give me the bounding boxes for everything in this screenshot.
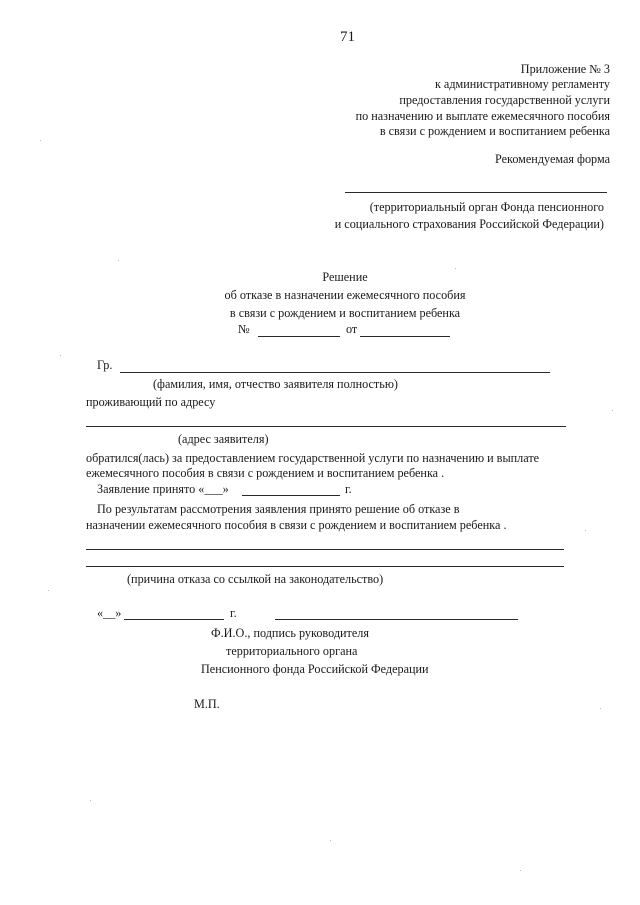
applied-text-line-2: ежемесячного пособия в связи с рождением и воспитанием ребенка . [86,466,445,480]
appendix-line-1: к административному регламенту [434,77,610,91]
accepted-line [97,482,229,497]
scan-speck [60,355,61,356]
address-field [86,426,566,427]
scan-speck [600,708,601,709]
applied-text-line-1: обратился(лась) за предоставлением государственной услуги по назначению и выплате [86,451,540,465]
appendix-line-3: по назначению и выплате ежемесячного пособия [355,109,610,123]
signature-date-open-quote: « [97,606,104,620]
scan-speck [40,140,41,141]
scan-speck [455,268,456,269]
result-line-1: По результатам рассмотрения заявления принято решение об отказе в [97,502,460,516]
reason-caption: (причина отказа со ссылкой на законодательство) [127,572,384,586]
accepted-month-field [242,495,340,496]
scan-speck [520,870,521,871]
accepted-day-blank: ___ [204,482,223,496]
accepted-suffix: г. [345,482,352,496]
signature-caption-2: территориального органа [226,644,358,658]
accepted-prefix: Заявление принято « [97,482,205,496]
scan-speck [48,590,49,591]
applicant-name-field [120,372,550,373]
authority-caption-1: (территориальный орган Фонда пенсионного [369,200,604,214]
appendix-title: Приложение № 3 [520,62,610,76]
applicant-prefix: Гр. [97,358,113,372]
address-caption: (адрес заявителя) [178,432,269,446]
scan-speck [90,800,91,801]
authority-underline [345,192,607,193]
stamp-label: М.П. [194,697,220,711]
signature-month-field [124,619,224,620]
accepted-close-quote: » [222,482,229,496]
decision-number-field [258,336,340,337]
signature-date [97,606,121,621]
decision-number-from: от [346,322,358,336]
decision-line-2: в связи с рождением и воспитанием ребенка [229,306,461,320]
scan-speck [118,260,119,261]
decision-number-prefix: № [238,322,250,336]
page-number: 71 [340,29,355,45]
reason-field-1 [86,549,564,550]
reason-field-2 [86,566,564,567]
signature-date-close-quote: » [115,606,122,620]
scan-speck [330,840,331,841]
scan-speck [585,530,586,531]
signature-caption-3: Пенсионного фонда Российской Федерации [201,662,429,676]
signature-field [275,619,518,620]
appendix-line-4: в связи с рождением и воспитанием ребенка [379,124,610,138]
signature-date-suffix: г. [230,606,237,620]
authority-caption-2: и социального страхования Российской Федерации) [334,217,604,231]
decision-line-1: об отказе в назначении ежемесячного пособия [224,288,466,302]
decision-date-field [360,336,450,337]
applicant-name-caption: (фамилия, имя, отчество заявителя полностью) [153,377,398,391]
decision-title: Решение [322,270,368,284]
appendix-line-2: предоставления государственной услуги [399,93,610,107]
result-line-2: назначении ежемесячного пособия в связи с рождением и воспитанием ребенка . [86,518,507,532]
recommended-form-label: Рекомендуемая форма [494,152,610,166]
signature-day-blank: __ [103,606,116,620]
signature-caption-1: Ф.И.О., подпись руководителя [211,626,369,640]
address-label: проживающий по адресу [86,395,216,409]
scan-speck [612,410,613,411]
